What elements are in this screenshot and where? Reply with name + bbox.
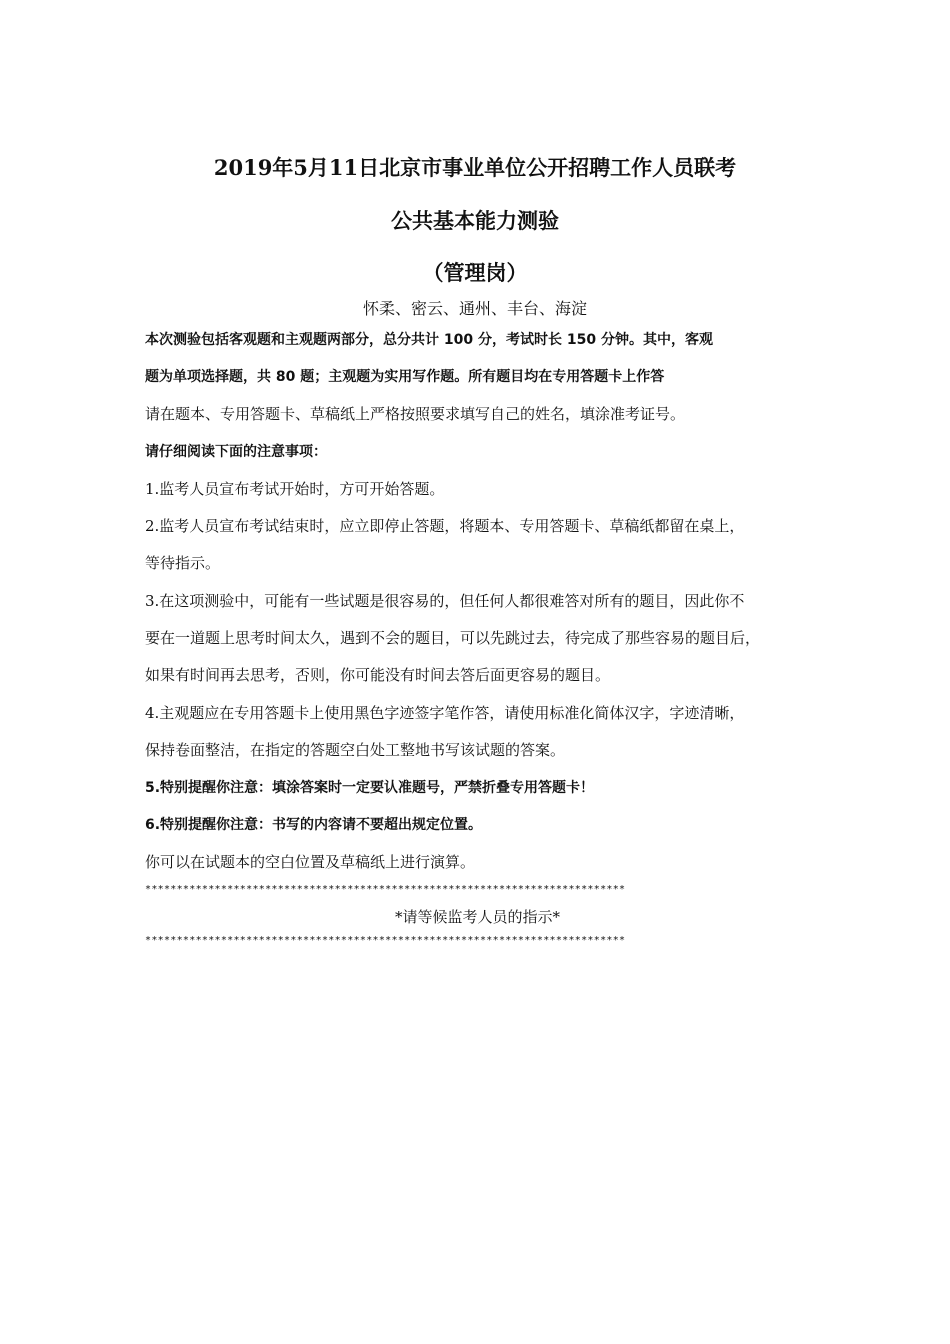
closing-note: 你可以在试题本的空白位置及草稿纸上进行演算。 (145, 853, 476, 871)
divider-stars-bottom: **************************************************************************** (145, 935, 626, 946)
note-item-2-line-2: 等待指示。 (145, 554, 221, 572)
exam-districts: 怀柔、密云、通州、丰台、海淀 (362, 299, 587, 318)
note-item-5: 5.特别提醒你注意：填涂答案时一定要认准题号，严禁折叠专用答题卡！ (145, 780, 595, 796)
intro-line-1: 本次测验包括客观题和主观题两部分，总分共计 100 分，考试时长 150 分钟。其中，客观 (145, 332, 713, 348)
intro-line-2: 题为单项选择题，共 80 题；主观题为实用写作题。所有题目均在专用答题卡上作答 (145, 369, 665, 385)
note-item-4-line-1: 4.主观题应在专用答题卡上使用黑色字迹签字笔作答，请使用标准化简体汉字，字迹清晰， (145, 704, 745, 722)
divider-stars-top: **************************************************************************** (145, 884, 626, 895)
exam-post-type: （管理岗） (422, 260, 528, 285)
note-item-2-line-1: 2.监考人员宣布考试结束时，应立即停止答题，将题本、专用答题卡、草稿纸都留在桌上， (145, 517, 745, 535)
intro-line-3: 请在题本、专用答题卡、草稿纸上严格按照要求填写自己的姓名，填涂准考证号。 (145, 405, 686, 423)
wait-instruction: *请等候监考人员的指示* (394, 908, 560, 926)
note-item-6: 6.特别提醒你注意：书写的内容请不要超出规定位置。 (145, 817, 483, 833)
note-item-3-line-3: 如果有时间再去思考，否则，你可能没有时间去答后面更容易的题目。 (145, 666, 611, 684)
notes-heading: 请仔细阅读下面的注意事项： (145, 444, 327, 460)
note-item-1: 1.监考人员宣布考试开始时，方可开始答题。 (145, 480, 445, 498)
exam-title: 2019年5月11日北京市事业单位公开招聘工作人员联考 (213, 155, 737, 180)
note-item-4-line-2: 保持卷面整洁，在指定的答题空白处工整地书写该试题的答案。 (145, 741, 566, 759)
exam-subtitle: 公共基本能力测验 (391, 208, 559, 233)
note-item-3-line-1: 3.在这项测验中，可能有一些试题是很容易的，但任何人都很难答对所有的题目，因此你不 (145, 592, 745, 610)
note-item-3-line-2: 要在一道题上思考时间太久，遇到不会的题目，可以先跳过去，待完成了那些容易的题目后， (145, 629, 761, 647)
